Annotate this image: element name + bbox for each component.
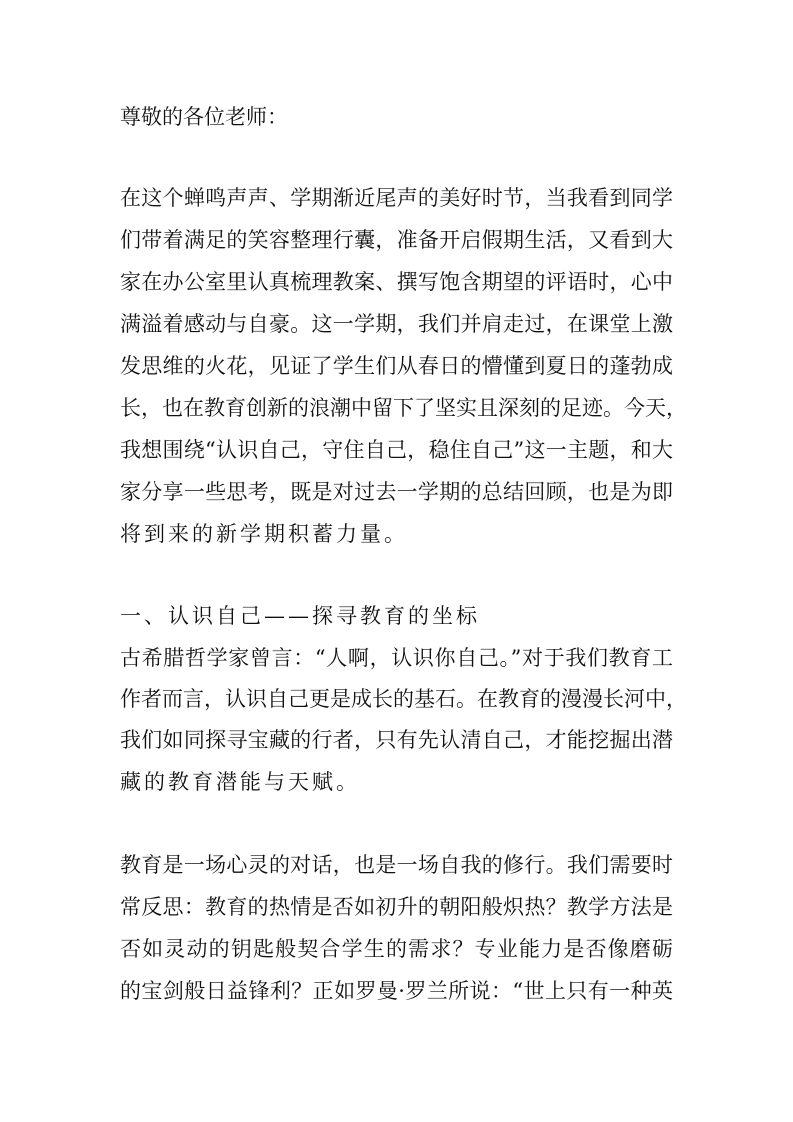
text-line: 长，也在教育创新的浪潮中留下了坚实且深刻的足迹。今天，: [120, 396, 687, 420]
text-line: 常反思：教育的热情是否如初升的朝阳般炽热？教学方法是: [120, 895, 673, 919]
text-line: 的宝剑般日益锋利？正如罗曼·罗兰所说：“世上只有一种英: [120, 979, 673, 1003]
text-line: 家在办公室里认真梳理教案、撰写饱含期望的评语时，心中: [120, 270, 673, 294]
text-line: 古希腊哲学家曾言：“人啊，认识你自己。”对于我们教育工: [120, 646, 673, 670]
text-line: 将到来的新学期积蓄力量。: [120, 522, 408, 546]
section-heading: 一、认识自己——探寻教育的坐标: [120, 604, 480, 628]
salutation: 尊敬的各位老师：: [120, 105, 288, 129]
text-line: 藏的教育潜能与天赋。: [120, 770, 360, 794]
text-line: 在这个蝉鸣声声、学期渐近尾声的美好时节，当我看到同学: [120, 186, 673, 210]
text-line: 教育是一场心灵的对话，也是一场自我的修行。我们需要时: [120, 853, 673, 877]
text-line: 满溢着感动与自豪。这一学期，我们并肩走过，在课堂上激: [120, 312, 673, 336]
text-line: 否如灵动的钥匙般契合学生的需求？专业能力是否像磨砺: [120, 937, 673, 961]
text-line: 我们如同探寻宝藏的行者，只有先认清自己，才能挖掘出潜: [120, 728, 673, 752]
text-line: 家分享一些思考，既是对过去一学期的总结回顾，也是为即: [120, 480, 673, 504]
text-line: 我想围绕“认识自己，守住自己，稳住自己”这一主题，和大: [120, 438, 673, 462]
text-line: 作者而言，认识自己更是成长的基石。在教育的漫漫长河中，: [120, 687, 687, 711]
text-line: 们带着满足的笑容整理行囊，准备开启假期生活，又看到大: [120, 228, 673, 252]
text-line: 发思维的火花，见证了学生们从春日的懵懂到夏日的蓬勃成: [120, 354, 673, 378]
